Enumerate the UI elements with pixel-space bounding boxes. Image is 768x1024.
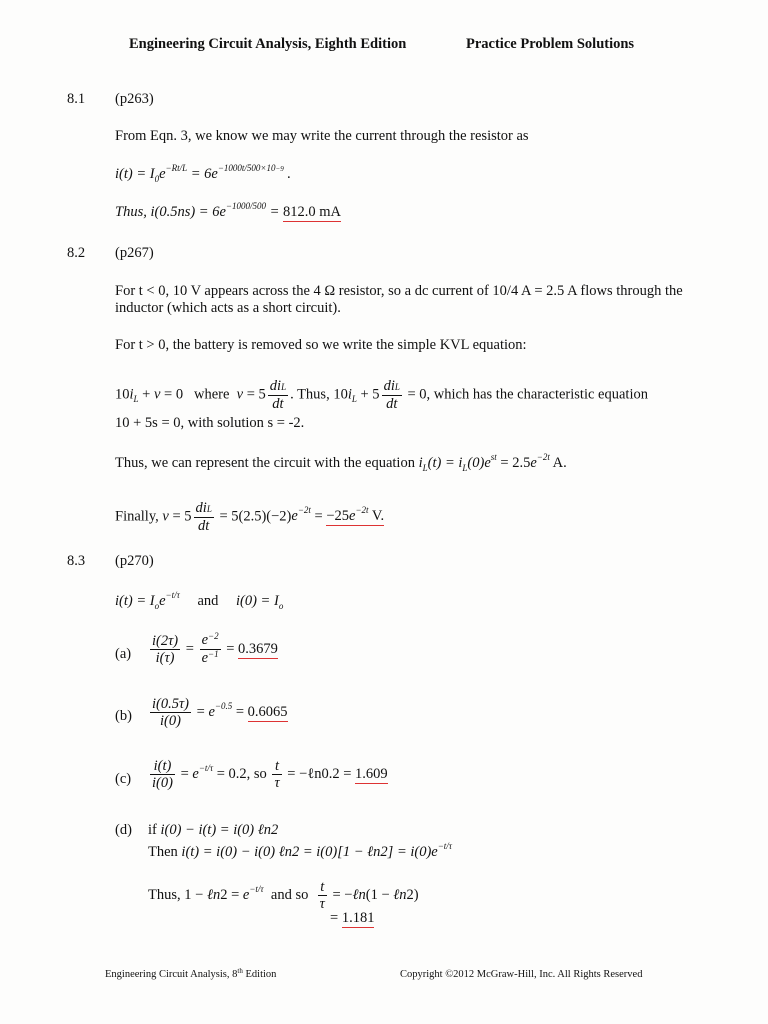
connector-text: and so [270,886,309,903]
equation: Thus, we can represent the circuit with the equation $i_L(t) = i_L(0)e^{st} = 2.5e^{-2t}$ A. [115,452,567,473]
answer-highlight: 812.0 mA [283,204,342,220]
problem-text: For t < 0, 10 V appears across the 4 Ω resistor, so a dc current of 10/4 A = 2.5 A flows through the inductor (which acts as a short circuit). [115,283,683,316]
problem-text: 10 + 5s = 0, with solution s = -2. [115,415,305,431]
header-title: Engineering Circuit Analysis, Eighth Edition [129,36,407,52]
problem-number: 8.2 [67,245,86,261]
equation: Thus, 1 − ℓn2 = $e^{-t/\tau}$ and so $\frac{t}{\tau}$ = −ℓn(1 − ℓn2) [148,879,419,912]
equation: Then i(t) = i(0) − i(0) ℓn2 = i(0)[1 − ℓn2] = $i(0)e^{-t/\tau}$ [148,841,453,860]
equation: Thus, $i(0.5ns) = 6e^{-1000/500} = 812.0$ mA [115,201,342,220]
equation: $i(t) = I_oe^{-t/\tau}$ and $i(0) = I_o$ [115,590,284,611]
equation: Finally, v = 5 $\frac{\text{diL}}{dt}$ = $5(2.5)(-2)e^{-2t} = -25e^{-2t}$ V. [115,500,385,534]
problem-page-ref: (p270) [115,553,154,569]
part-label: (c) [115,771,132,787]
part-label: (d) [115,822,132,838]
equation: $\frac{i(t)}{i(0)}$ = $e^{-t/\tau} = 0.2$, so $\frac{t}{\tau}$ = −ℓn0.2 = 1.609 [152,758,388,791]
part-label: (b) [115,708,132,724]
footer-title: Engineering Circuit Analysis, 8th Edition [105,967,277,980]
answer-highlight: 1.609 [355,765,388,782]
footer-copyright: Copyright ©2012 McGraw-Hill, Inc. All Rights Reserved [400,969,643,980]
header-subtitle: Practice Problem Solutions [466,36,635,52]
equation: $10i_L + v = 0$ where v = 5 $\frac{\text{diL}}{dt}$ . Thus, $10i_L + 5$ $\frac{\text{diL}}{dt}$ = 0, which has the characteristic equation [115,378,648,412]
equation-intro: Thus, we can represent the circuit with the equation [115,455,415,471]
equation [330,910,374,927]
equals-sign: = [330,910,339,926]
answer-highlight: 1.181 [341,910,375,926]
problem-text: For t > 0, the battery is removed so we write the simple KVL equation: [115,337,527,353]
equation: $\frac{i(0.5\tau)}{i(0)}$ = $e^{-0.5} = 0.6065$ [152,696,288,729]
equation: if i(0) − i(t) = i(0) ℓn2 [148,822,279,838]
connector-text: and [197,593,219,609]
answer-highlight: $-25e^{-2t}$ V. [326,505,385,525]
problem-number: 8.1 [67,91,86,107]
part-label: (a) [115,646,132,662]
problem-text: From Eqn. 3, we know we may write the current through the resistor as [115,128,529,144]
problem-number: 8.3 [67,553,86,569]
problem-page-ref: (p267) [115,245,154,261]
equation: $i(t) = I_0e^{-Rt/L} = 6e^{-1000t/500\times 10-9}$ . [115,163,291,184]
equation-intro: Finally, [115,508,159,525]
answer-highlight: 0.3679 [238,640,278,657]
problem-page-ref: (p263) [115,91,154,107]
answer-highlight: 0.6065 [247,703,288,720]
equation: $\frac{i(2\tau)}{i(\tau)}$ = $\frac{e^{-2}}{e^{-1}}$ = 0.3679 [152,631,278,666]
